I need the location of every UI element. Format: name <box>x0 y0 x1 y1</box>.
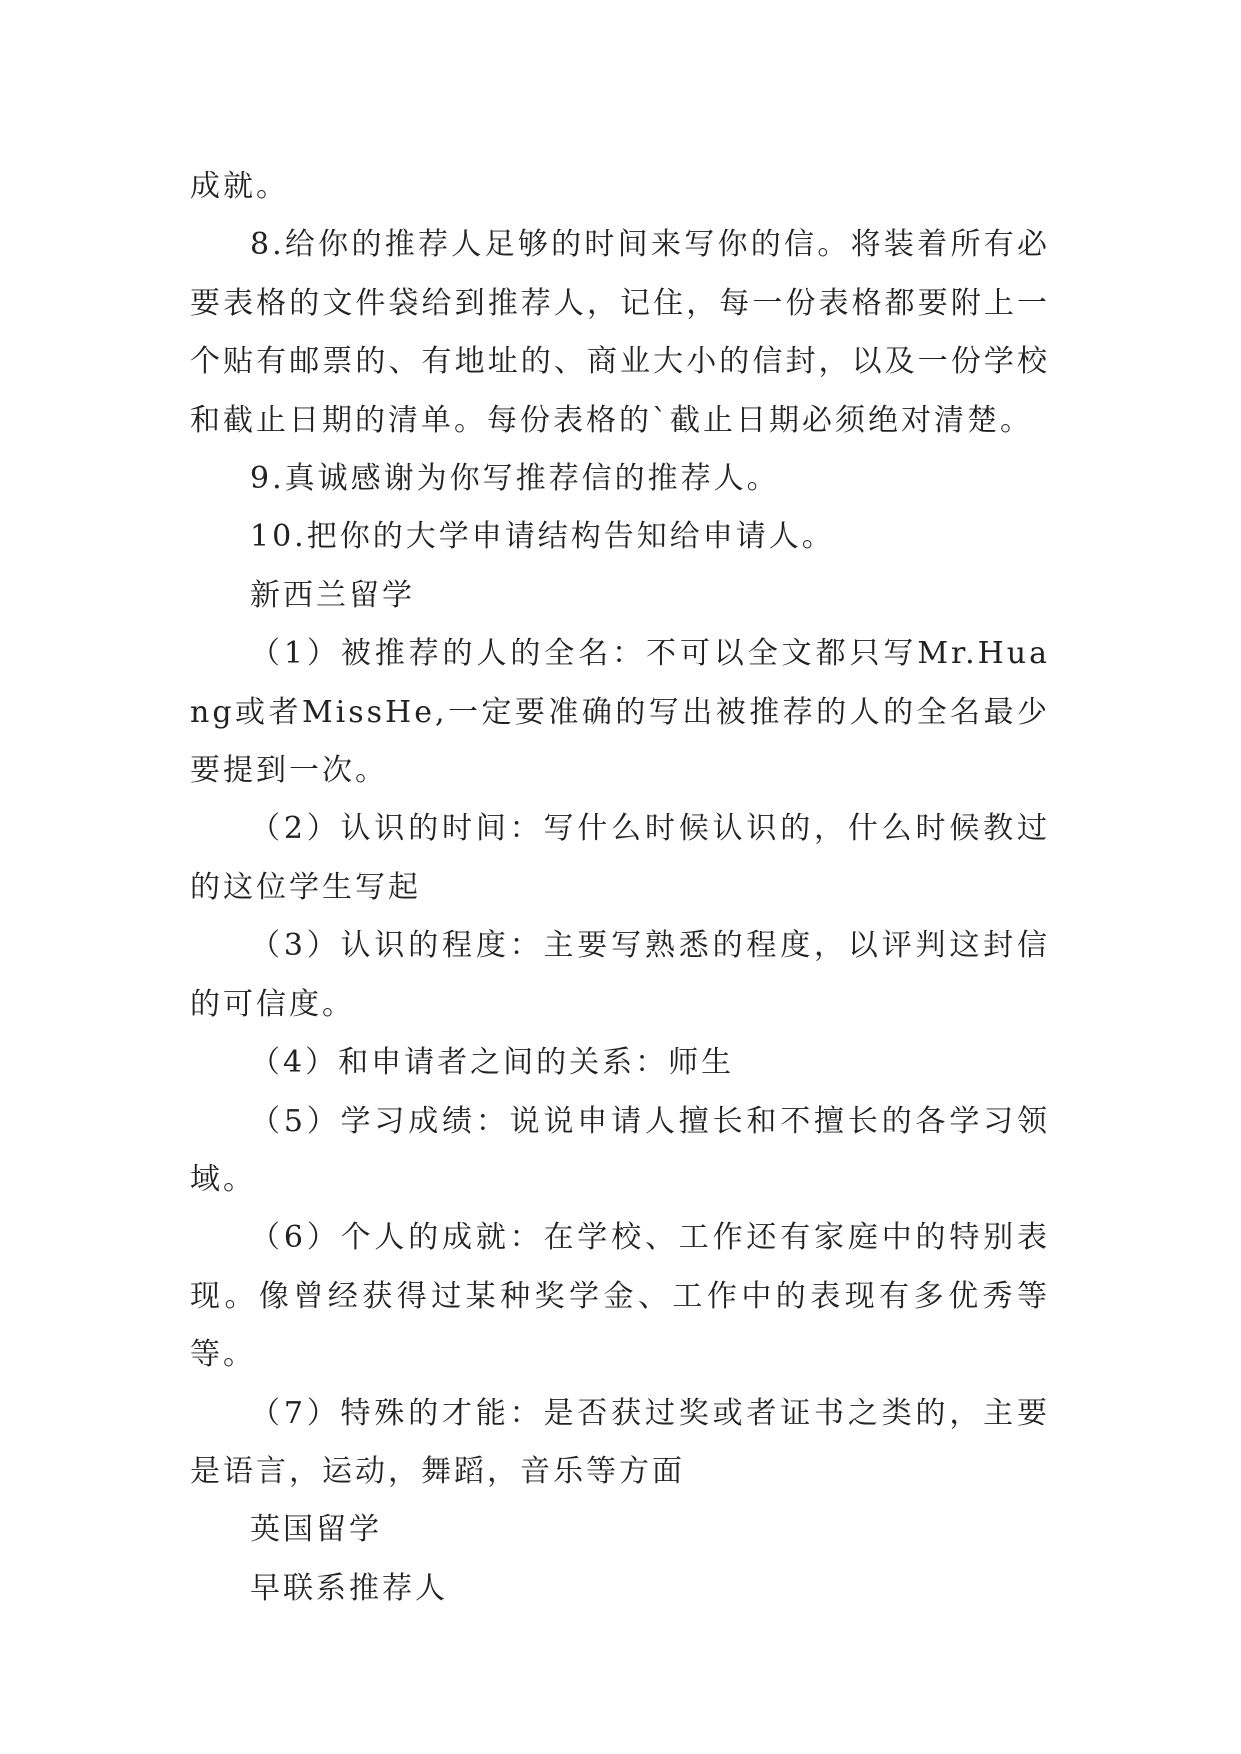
document-body <box>190 158 1050 1618</box>
paragraph-item-8: 8.给你的推荐人足够的时间来写你的信。将装着所有必要表格的文件袋给到推荐人，记住，每一份表格都要附上一个贴有邮票的、有地址的、商业大小的信封，以及一份学校和截止日期的清单。每份表格的`截止日期必须绝对清楚。 <box>190 227 1050 438</box>
paragraph-item-9: 9.真诚感谢为你写推荐信的推荐人。 <box>250 461 780 497</box>
paragraph-continuation: 成就。 <box>190 169 289 204</box>
paragraph-point-1: （1）被推荐的人的全名：不可以全文都只写Mr.Huang或者MissHe,一定要准确的写出被推荐的人的全名最少要提到一次。 <box>190 636 1050 789</box>
paragraph-point-6: （6）个人的成就：在学校、工作还有家庭中的特别表现。像曾经获得过某种奖学金、工作中的表现有多优秀等等。 <box>190 1220 1050 1373</box>
paragraph-contact-early: 早联系推荐人 <box>250 1570 448 1606</box>
paragraph-point-3: （3）认识的程度：主要写熟悉的程度，以评判这封信的可信度。 <box>190 928 1050 1022</box>
section-heading-uk: 英国留学 <box>250 1512 382 1548</box>
paragraph-point-7: （7）特殊的才能：是否获过奖或者证书之类的，主要是语言，运动，舞蹈，音乐等方面 <box>190 1395 1050 1489</box>
paragraph-point-2: （2）认识的时间：写什么时候认识的，什么时候教过的这位学生写起 <box>190 811 1050 905</box>
paragraph-item-10: 10.把你的大学申请结构告知给申请人。 <box>250 519 835 555</box>
section-heading-new-zealand: 新西兰留学 <box>250 577 415 613</box>
paragraph-point-5: （5）学习成绩：说说申请人擅长和不擅长的各学习领域。 <box>190 1103 1050 1197</box>
paragraph-point-4: （4）和申请者之间的关系：师生 <box>250 1045 735 1081</box>
